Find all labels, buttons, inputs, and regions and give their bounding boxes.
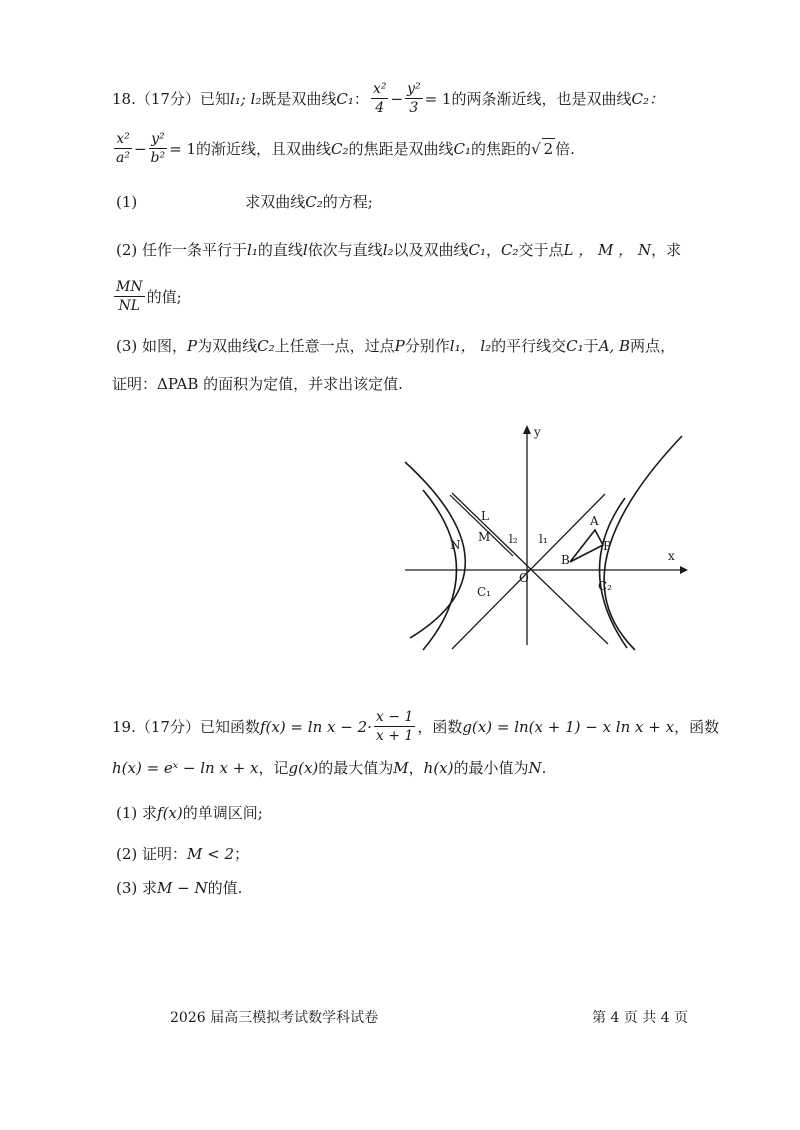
q19-text: ，函数 bbox=[674, 717, 720, 736]
part-text: 分别作 bbox=[404, 337, 450, 355]
part-text: 的值. bbox=[207, 879, 243, 897]
function-f-ref: f(x) bbox=[157, 804, 183, 822]
frac-num: x² bbox=[372, 81, 387, 97]
label-y: y bbox=[534, 425, 541, 439]
minus-sign: − bbox=[390, 89, 404, 108]
q18-line1 bbox=[112, 80, 664, 117]
q18-part1 bbox=[116, 192, 373, 212]
sqrt-sign: √ bbox=[531, 139, 541, 158]
var-m: M bbox=[393, 759, 409, 777]
part-text: 于 bbox=[583, 337, 599, 355]
label-l2: l₂ bbox=[509, 532, 518, 546]
q18-part3-line1 bbox=[116, 336, 675, 356]
frac-mn-nl bbox=[114, 278, 145, 315]
function-h-ref: h(x) bbox=[423, 759, 454, 777]
q18-text: 的两条渐近线，也是双曲线 bbox=[451, 89, 632, 108]
part-text: 两点， bbox=[630, 337, 676, 355]
frac-num: x² bbox=[116, 131, 130, 147]
part-text: 的方程; bbox=[322, 193, 373, 211]
q19-text: ，函数 bbox=[417, 717, 463, 736]
frac-den: a² bbox=[116, 150, 130, 166]
frac-num: y² bbox=[151, 131, 165, 147]
q18-c2: C₂ bbox=[305, 193, 323, 211]
q18-frac-y2-b2 bbox=[149, 130, 168, 167]
points-ab: A, B bbox=[598, 337, 631, 355]
part-text: (2) 任作一条平行于 bbox=[116, 241, 248, 259]
triangle-pab bbox=[570, 530, 603, 562]
separator: ， bbox=[486, 241, 502, 259]
label-o: O bbox=[519, 571, 529, 585]
line-l: l bbox=[302, 241, 308, 259]
x-axis-arrow bbox=[680, 566, 688, 574]
part-text: 证明：ΔPAB 的面积为定值，并求出该定值. bbox=[112, 375, 403, 393]
hyperbola-c2-right bbox=[604, 436, 682, 650]
frac-den: 3 bbox=[409, 100, 419, 116]
part-text: 的直线 bbox=[257, 241, 303, 259]
q18-lines: l₁; l₂ bbox=[229, 89, 262, 108]
q18-text: 的渐近线，且双曲线 bbox=[196, 139, 332, 158]
part-text: 依次与直线 bbox=[307, 241, 383, 259]
part-text: 的值; bbox=[146, 287, 182, 306]
part-text: 为双曲线 bbox=[197, 337, 258, 355]
label-x: x bbox=[668, 549, 675, 563]
sqrt-value: 2 bbox=[543, 140, 554, 158]
part-text: (2) 证明： bbox=[116, 845, 188, 863]
q18-line2 bbox=[112, 130, 575, 167]
frac-den: x + 1 bbox=[375, 728, 414, 744]
part-text: (3) 如图， bbox=[116, 337, 188, 355]
q19-part3 bbox=[116, 878, 242, 898]
q18-c1: C₁ bbox=[336, 89, 354, 108]
part-number: (1) bbox=[116, 193, 138, 211]
label-P: P bbox=[603, 539, 612, 553]
label-A: A bbox=[590, 514, 599, 528]
q19-text: . bbox=[541, 759, 547, 777]
q18-c1: C₁ bbox=[566, 337, 584, 355]
q19-line1 bbox=[112, 708, 719, 745]
label-M: M bbox=[478, 530, 491, 544]
q18-c2: C₂： bbox=[631, 89, 664, 108]
frac-num: y² bbox=[407, 81, 421, 97]
q18-c2: C₂ bbox=[501, 241, 519, 259]
q18-text: 倍. bbox=[555, 139, 575, 158]
q18-heading: 18.（17分）已知 bbox=[112, 89, 230, 108]
expression: M − N bbox=[157, 879, 208, 897]
part-text: 的平行线交 bbox=[491, 337, 567, 355]
part-text: 以及双曲线 bbox=[393, 241, 469, 259]
label-C2: C₂ bbox=[598, 579, 612, 593]
part-text: 求双曲线 bbox=[245, 193, 306, 211]
footer-page-number: 第 4 页 共 4 页 bbox=[592, 1010, 689, 1026]
part-text: 交于点 bbox=[518, 241, 564, 259]
frac-den: NL bbox=[118, 298, 141, 314]
q18-text: 既是双曲线 bbox=[261, 89, 337, 108]
y-axis-arrow bbox=[523, 425, 531, 434]
q18-frac-x2-4 bbox=[371, 80, 389, 117]
q19-text: ，记 bbox=[258, 759, 289, 777]
part-text: 的单调区间; bbox=[182, 804, 263, 822]
label-B: B bbox=[561, 553, 570, 567]
frac-num: MN bbox=[116, 279, 143, 295]
q19-part2 bbox=[116, 844, 249, 864]
part-text: ，求 bbox=[651, 241, 682, 259]
q18-frac-y2-3 bbox=[405, 80, 423, 117]
label-C1: C₁ bbox=[477, 585, 491, 599]
function-f: f(x) = ln x − 2· bbox=[259, 717, 372, 736]
minus-sign: − bbox=[133, 139, 147, 158]
var-n: N bbox=[528, 759, 542, 777]
q19-text: ， bbox=[408, 759, 424, 777]
eq-rhs: = 1 bbox=[424, 89, 452, 108]
q18-part3-line2 bbox=[112, 374, 403, 394]
q19-text: 的最大值为 bbox=[318, 759, 394, 777]
point-p: P bbox=[394, 337, 405, 355]
q19-heading: 19.（17分）已知函数 bbox=[112, 717, 260, 736]
q18-text: 的焦距的 bbox=[471, 139, 532, 158]
label-l1: l₁ bbox=[539, 532, 548, 546]
function-g: g(x) = ln(x + 1) − x ln x + x bbox=[462, 717, 675, 736]
frac-x-1-over-x-plus-1 bbox=[374, 708, 415, 745]
function-h: h(x) = eˣ − ln x + x bbox=[112, 759, 259, 777]
q19-line2 bbox=[112, 758, 546, 778]
line-l1: l₁ bbox=[247, 241, 258, 259]
inequality: M < 2 bbox=[187, 845, 235, 863]
points-lmn: L ， M ， N bbox=[563, 241, 652, 259]
part-text: ； bbox=[234, 845, 250, 863]
q18-text: 的焦距是双曲线 bbox=[348, 139, 454, 158]
q18-frac-x2-a2 bbox=[114, 130, 132, 167]
q18-c2: C₂ bbox=[257, 337, 275, 355]
part-text: (3) 求 bbox=[116, 879, 158, 897]
hyperbola-figure bbox=[395, 420, 695, 655]
function-g-ref: g(x) bbox=[288, 759, 319, 777]
part-text: 上任意一点，过点 bbox=[274, 337, 395, 355]
q19-part1 bbox=[116, 803, 263, 823]
asymptote-l1 bbox=[452, 493, 608, 644]
point-p: P bbox=[187, 337, 198, 355]
q18-part2-line2 bbox=[112, 278, 182, 315]
q18-part2-line1 bbox=[116, 240, 681, 260]
part-text: (1) 求 bbox=[116, 804, 158, 822]
q18-c1: C₁ bbox=[468, 241, 487, 259]
eq-rhs: = 1 bbox=[169, 139, 197, 158]
frac-den: 4 bbox=[375, 100, 385, 116]
frac-den: b² bbox=[150, 150, 166, 166]
frac-num: x − 1 bbox=[375, 709, 414, 725]
label-N: N bbox=[450, 538, 461, 552]
lines-l1-l2: l₁， l₂ bbox=[449, 337, 492, 355]
q18-c2: C₂ bbox=[331, 139, 349, 158]
q18-c1: C₁ bbox=[453, 139, 472, 158]
footer-title: 2026 届高三模拟考试数学科试卷 bbox=[170, 1010, 379, 1026]
line-l2: l₂ bbox=[382, 241, 394, 259]
label-L: L bbox=[481, 509, 489, 523]
q18-colon: ： bbox=[353, 89, 369, 108]
q19-text: 的最小值为 bbox=[453, 759, 529, 777]
